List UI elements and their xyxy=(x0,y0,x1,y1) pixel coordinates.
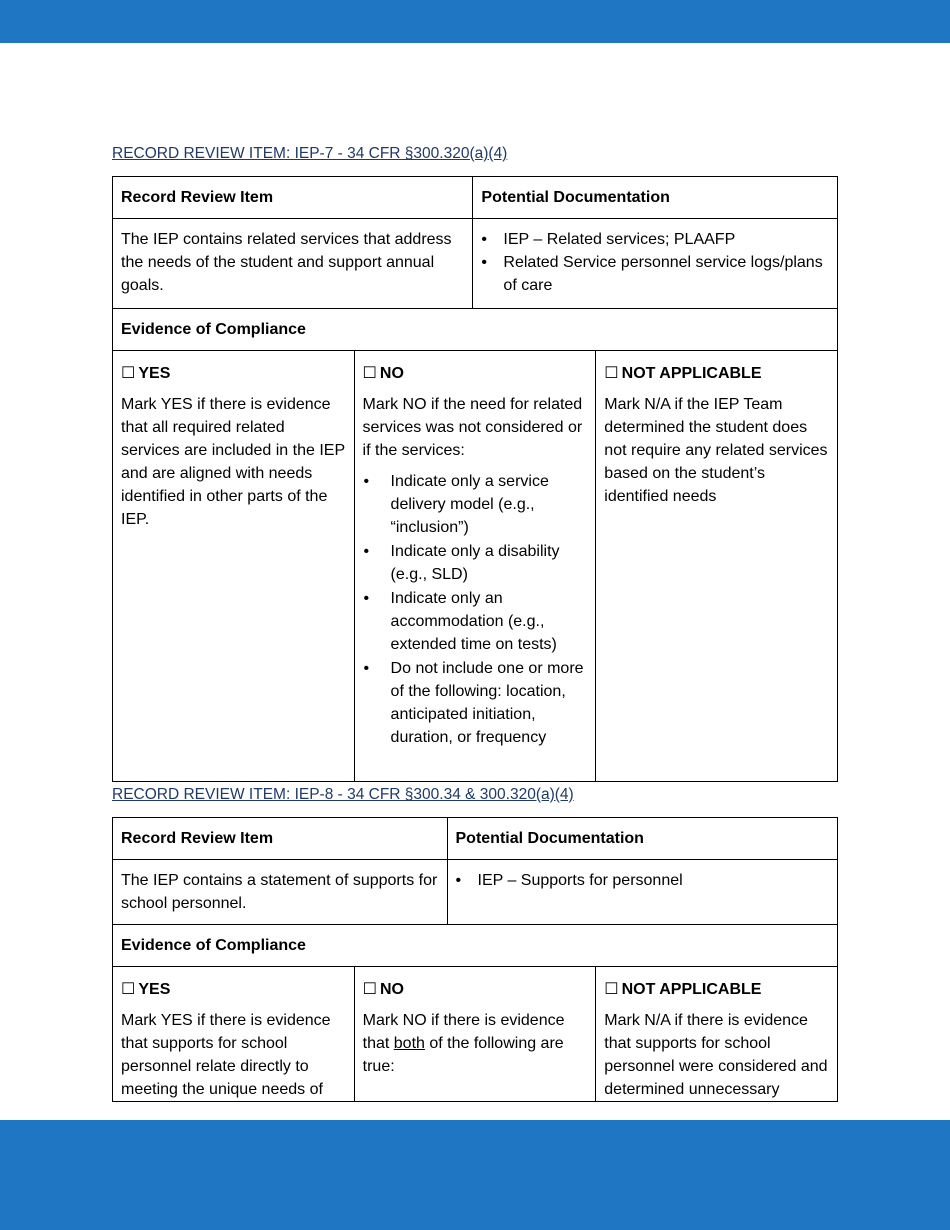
no-text-start: Mark NO if there is evidence that xyxy=(362,1012,565,1052)
no-label: NO xyxy=(379,981,404,998)
list-item: • Indicate only an accommodation (e.g., extended time on tests) xyxy=(363,587,588,656)
no-text-end: of the following are true: xyxy=(362,1035,564,1075)
iep7-no-cell xyxy=(354,351,596,782)
iep8-yes-option[interactable] xyxy=(121,978,346,1001)
iep7-table xyxy=(112,176,838,782)
iep8-col-header-item: Record Review Item xyxy=(113,818,448,860)
list-item: • IEP – Related services; PLAAFP xyxy=(481,228,829,251)
checkbox-icon[interactable]: ☐ xyxy=(604,981,619,998)
yes-label: YES xyxy=(138,981,171,998)
iep8-docs-cell xyxy=(447,860,838,925)
iep8-heading-link[interactable]: RECORD REVIEW ITEM: IEP-8 - 34 CFR §300.34 & 300.320(a)(4) xyxy=(112,786,574,803)
iep8-no-cell xyxy=(354,967,596,1102)
header-band xyxy=(0,0,950,43)
iep7-yes-text: Mark YES if there is evidence that all required related services are included in the IEP and are aligned with needs identified in other parts of the IEP. xyxy=(121,396,345,528)
yes-label: YES xyxy=(138,365,171,382)
iep7-no-text: Mark NO if the need for related services was not considered or if the services: xyxy=(362,396,583,459)
no-label: NO xyxy=(379,365,404,382)
iep8-docs-list xyxy=(456,869,830,892)
checkbox-icon[interactable]: ☐ xyxy=(121,365,136,382)
iep7-na-text: Mark N/A if the IEP Team determined the student does not require any related services based on the student’s identified needs xyxy=(604,396,828,505)
iep7-col-header-docs: Potential Documentation xyxy=(473,177,838,219)
iep8-na-option[interactable] xyxy=(604,978,829,1001)
iep8-na-cell xyxy=(596,967,838,1102)
checkbox-icon[interactable]: ☐ xyxy=(121,981,136,998)
na-label: NOT APPLICABLE xyxy=(621,365,762,382)
iep8-yes-text: Mark YES if there is evidence that supports for school personnel relate directly to meeting the unique needs of xyxy=(121,1012,331,1098)
iep8-na-text: Mark N/A if there is evidence that supports for school personnel were considered and determined unnecessary xyxy=(604,1012,828,1098)
iep7-no-list xyxy=(363,470,588,749)
iep8-table xyxy=(112,817,838,1102)
iep7-yes-cell xyxy=(113,351,355,782)
iep7-item-text: The IEP contains related services that address the needs of the student and support annual goals. xyxy=(113,219,473,309)
iep8-yes-cell xyxy=(113,967,355,1102)
na-label: NOT APPLICABLE xyxy=(621,981,762,998)
iep7-na-cell xyxy=(596,351,838,782)
iep7-evidence-header: Evidence of Compliance xyxy=(113,309,838,351)
iep7-heading-link[interactable]: RECORD REVIEW ITEM: IEP-7 - 34 CFR §300.320(a)(4) xyxy=(112,145,508,162)
iep7-docs-list xyxy=(481,228,829,297)
iep7-col-header-item: Record Review Item xyxy=(113,177,473,219)
iep8-evidence-header: Evidence of Compliance xyxy=(113,925,838,967)
iep8-col-header-docs: Potential Documentation xyxy=(447,818,838,860)
iep7-docs-cell xyxy=(473,219,838,309)
footer-band xyxy=(0,1120,950,1230)
no-text-emphasis: both xyxy=(393,1035,425,1052)
list-item: • Do not include one or more of the following: location, anticipated initiation, duration, or frequency xyxy=(363,657,588,749)
list-item: • Related Service personnel service logs/plans of care xyxy=(481,251,829,297)
iep8-no-option[interactable] xyxy=(363,978,588,1001)
checkbox-icon[interactable]: ☐ xyxy=(604,365,619,382)
iep7-na-option[interactable] xyxy=(604,362,829,385)
iep8-no-text xyxy=(363,1009,588,1078)
list-item: • IEP – Supports for personnel xyxy=(456,869,830,892)
iep7-yes-option[interactable] xyxy=(121,362,346,385)
iep7-no-option[interactable] xyxy=(363,362,588,385)
iep8-item-text: The IEP contains a statement of supports for school personnel. xyxy=(113,860,448,925)
list-item: • Indicate only a service delivery model (e.g., “inclusion”) xyxy=(363,470,588,539)
checkbox-icon[interactable]: ☐ xyxy=(362,981,377,998)
checkbox-icon[interactable]: ☐ xyxy=(362,365,377,382)
list-item: • Indicate only a disability (e.g., SLD) xyxy=(363,540,588,586)
